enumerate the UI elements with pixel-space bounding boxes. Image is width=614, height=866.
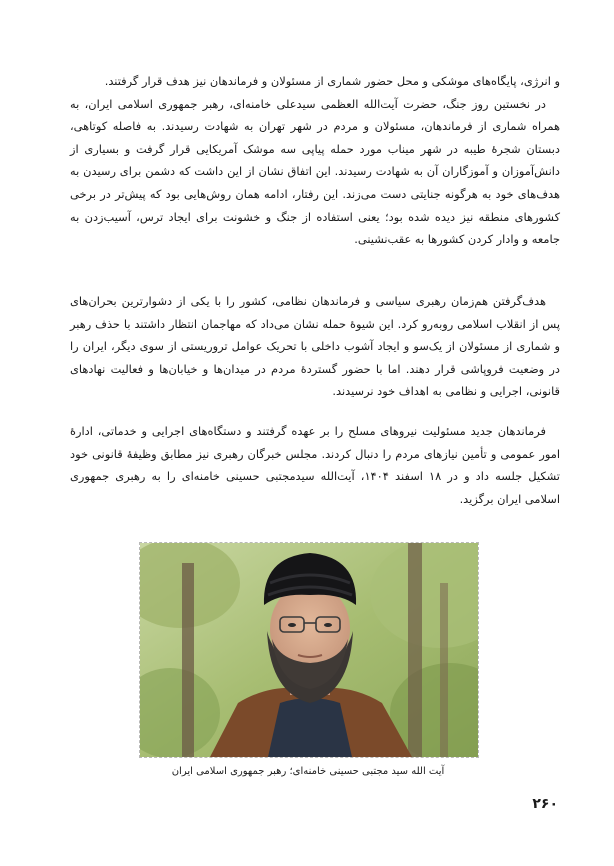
photo-caption: آیت الله سید مجتبی حسینی خامنه‌ای؛ رهبر جمهوری اسلامی ایران: [171, 766, 445, 777]
paragraph-new-leadership: فرماندهان جدید مسئولیت نیروهای مسلح را بر عهده گرفتند و دستگاه‌های اجرایی و خدماتی، ادارهٔ امور عمومی و تأمین نیازهای مردم را دنبال کردند. مجلس خبرگان رهبری نیز مطابق وظیفهٔ قانونی خود تشکیل جلسه داد و در ۱۸ اسفند ۱۴۰۴، آیت‌الله سیدمجتبی حسینی خامنه‌ای را به رهبری جمهوری اسلامی ایران برگزید.: [70, 424, 560, 506]
paragraph-continuation: و انرژی، پایگاه‌های موشکی و محل حضور شماری از مسئولان و فرماندهان نیز هدف قرار گرفتند.: [104, 74, 560, 88]
paragraph-first-day-of-war: در نخستین روز جنگ، حضرت آیت‌الله العظمی سیدعلی خامنه‌ای، رهبر جمهوری اسلامی ایران، به همراه شماری از فرماندهان، مسئولان و مردم در شهر تهران به شهادت رسیدند. به فاصله کوتاهی، دبستان شجرهٔ طیبه در شهر میناب مورد حمله پیاپی سه موشک آمریکایی قرار گرفت و بسیاری از دانش‌آموزان و آموزگاران آن به شهادت رسیدند. این اتفاق نشان از این داشت که دشمن برای رسیدن به هدف‌های خود به هرگونه جنایتی دست می‌زند. این رفتار، ادامه همان روش‌هایی بود که پیش‌تر در برخی کشورهای منطقه نیز دیده شده بود؛ یعنی استفاده از جنگ و خشونت برای ایجاد ترس، آسیب‌زدن به جامعه و وادار کردن کشورها به عقب‌نشینی.: [70, 96, 560, 247]
portrait-photo: [139, 542, 479, 758]
paragraph-leadership-targeting: هدف‌گرفتن هم‌زمان رهبری سیاسی و فرماندهان نظامی، کشور را با یکی از دشوارترین بحران‌های پس از انقلاب اسلامی روبه‌رو کرد. این شیوهٔ حمله نشان می‌داد که مهاجمان انتظار داشتند با حذف رهبر و شماری از مسئولان از یک‌سو و ایجاد آشوب داخلی با تحریک عوامل تروریستی از سوی دیگر، ایران را در وضعیت فروپاشی قرار دهند. اما با حضور گستردهٔ مردم در میدان‌ها و خیابان‌ها و فعالیت نهادهای قانونی، اجرایی و نظامی به اهداف خود نرسیدند.: [70, 294, 560, 399]
page-number: ۲۶۰: [532, 796, 558, 812]
